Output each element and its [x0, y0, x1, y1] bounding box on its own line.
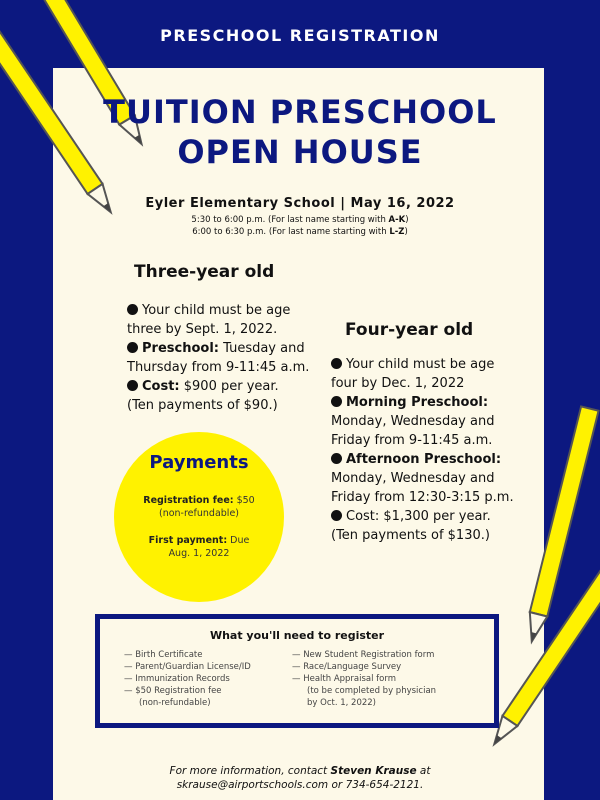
list-item: — $50 Registration fee	[124, 686, 222, 696]
list-item: — New Student Registration form	[292, 650, 435, 660]
bullet-icon	[331, 453, 342, 464]
list-item: Preschool: Tuesday and	[127, 339, 309, 358]
list-item: Cost: $1,300 per year.	[331, 507, 514, 526]
four-year-list	[331, 355, 514, 545]
bullet-icon	[331, 396, 342, 407]
requirements-left	[124, 649, 251, 709]
requirements-right	[292, 649, 436, 709]
bullet-icon	[127, 380, 138, 391]
title-line-1: TUITION PRESCHOOL	[103, 93, 497, 131]
list-item: three by Sept. 1, 2022.	[127, 322, 278, 337]
three-year-list	[127, 301, 309, 415]
bullet-icon	[127, 342, 138, 353]
page-title	[0, 92, 600, 172]
bullet-icon	[331, 510, 342, 521]
list-item: (Ten payments of $130.)	[331, 528, 490, 543]
list-item: (Ten payments of $90.)	[127, 398, 278, 413]
title-line-2: OPEN HOUSE	[177, 133, 423, 171]
event-venue: Eyler Elementary School | May 16, 2022	[145, 196, 455, 211]
register-requirements-box	[95, 614, 499, 728]
bullet-icon	[331, 358, 342, 369]
list-item: four by Dec. 1, 2022	[331, 376, 465, 391]
registration-fee: Registration fee: $50 (non-refundable)	[143, 495, 255, 519]
register-title: What you'll need to register	[209, 629, 385, 642]
first-payment: First payment: Due Aug. 1, 2022	[148, 535, 250, 559]
four-year-title: Four-year old	[345, 320, 474, 340]
list-item: Thursday from 9-11:45 a.m.	[127, 360, 310, 375]
list-item: Friday from 9-11:45 a.m.	[331, 433, 493, 448]
list-item: (to be completed by physician	[307, 686, 437, 696]
list-item: (non-refundable)	[139, 698, 211, 708]
list-item: Friday from 12:30-3:15 p.m.	[331, 490, 514, 505]
contact-footer: For more information, contact Steven Krause at skrause@airportschools.com or 734-654-2121.	[169, 765, 431, 791]
list-item: Your child must be age	[331, 355, 514, 374]
list-item: Monday, Wednesday and	[331, 471, 495, 486]
list-item: — Parent/Guardian License/ID	[124, 662, 251, 672]
bullet-icon	[127, 304, 138, 315]
payments-title: Payments	[149, 452, 249, 473]
list-item: — Birth Certificate	[124, 650, 203, 660]
time-slot-1: 5:30 to 6:00 p.m. (For last name starting with A-K)	[191, 215, 409, 225]
list-item: — Immunization Records	[124, 674, 230, 684]
list-item: — Race/Language Survey	[292, 662, 402, 672]
list-item: Cost: $900 per year.	[127, 377, 309, 396]
time-slot-2: 6:00 to 6:30 p.m. (For last name starting with L-Z)	[192, 227, 408, 237]
list-item: Afternoon Preschool:	[331, 450, 514, 469]
list-item: by Oct. 1, 2022)	[307, 698, 376, 708]
list-item: Morning Preschool:	[331, 393, 514, 412]
list-item: Monday, Wednesday and	[331, 414, 495, 429]
payments-circle	[114, 432, 284, 602]
list-item: Your child must be age	[127, 301, 309, 320]
header-banner: PRESCHOOL REGISTRATION	[160, 26, 440, 45]
three-year-title: Three-year old	[134, 262, 275, 282]
list-item: — Health Appraisal form	[292, 674, 397, 684]
